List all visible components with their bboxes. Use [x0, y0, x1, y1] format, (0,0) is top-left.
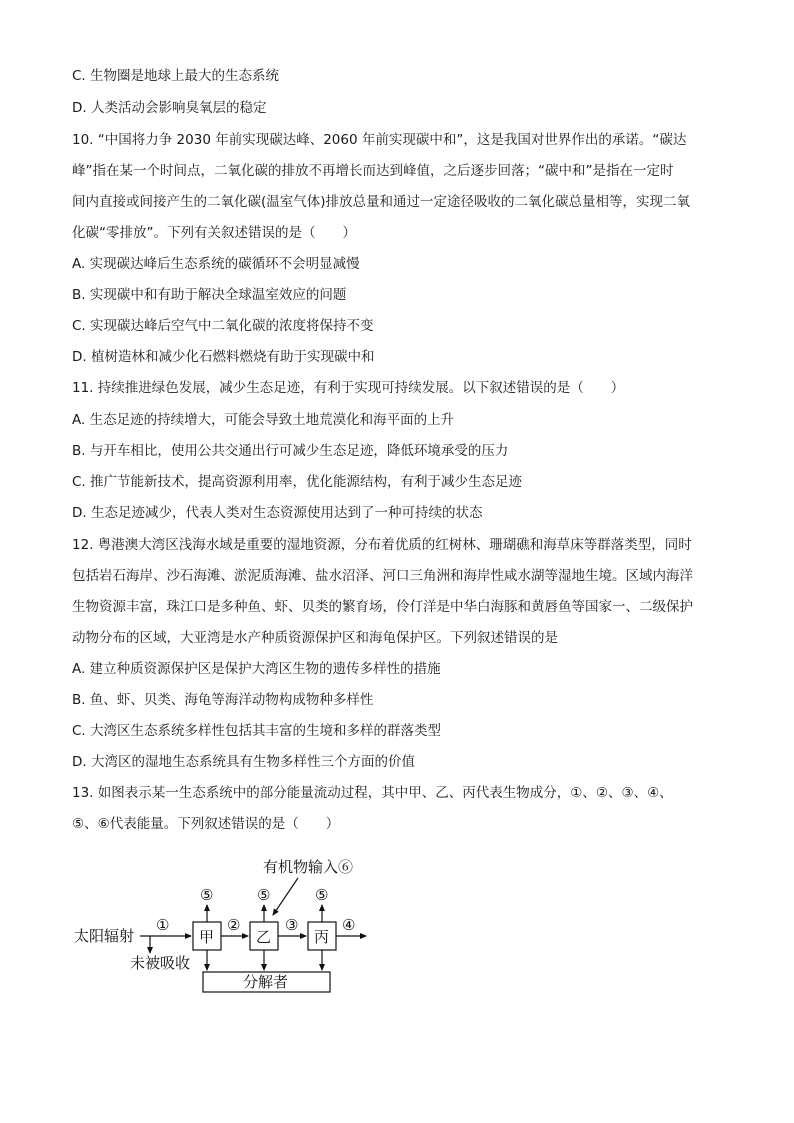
flow-label-4: ④ [342, 916, 356, 934]
question-9-option-d: D. 人类活动会影响臭氧层的稳定 [72, 100, 267, 116]
question-13-stem-line-1: 13. 如图表示某一生态系统中的部分能量流动过程，其中甲、乙、丙代表生物成分，①、②、③、④、 [72, 785, 673, 801]
question-11-option-c: C. 推广节能新技术，提高资源利用率，优化能源结构，有利于减少生态足迹 [72, 474, 523, 490]
question-12-option-a: A. 建立种质资源保护区是保护大湾区生物的遗传多样性的措施 [72, 661, 441, 677]
flow-label-3: ③ [285, 916, 299, 934]
flow-label-2: ② [227, 916, 241, 934]
question-10-stem-line-4: 化碳“零排放”。下列有关叙述错误的是（ ） [72, 225, 356, 241]
question-10-stem-line-3: 间内直接或间接产生的二氧化碳(温室气体)排放总量和通过一定途径吸收的二氧化碳总量相等，实现二氧 [72, 194, 691, 210]
node-label-bing: 丙 [314, 928, 330, 946]
question-10-option-c: C. 实现碳达峰后空气中二氧化碳的浓度将保持不变 [72, 318, 374, 334]
question-12-option-d: D. 大湾区的湿地生态系统具有生物多样性三个方面的价值 [72, 754, 415, 770]
loss-label-jia: ⑤ [200, 886, 214, 904]
question-10-stem-line-2: 峰”指在某一个时间点，二氧化碳的排放不再增长而达到峰值，之后逐步回落；“碳中和”是指在一定时 [72, 163, 674, 179]
question-12-stem-line-4: 动物分布的区域，大亚湾是水产种质资源保护区和海龟保护区。下列叙述错误的是 [72, 630, 558, 646]
flow-label-1: ① [156, 916, 170, 934]
question-13-stem-line-2: ⑤、⑥代表能量。下列叙述错误的是（ ） [72, 816, 340, 832]
loss-label-yi: ⑤ [257, 886, 271, 904]
question-11-option-b: B. 与开车相比，使用公共交通出行可减少生态足迹，降低环境承受的压力 [72, 443, 509, 459]
question-10-option-a: A. 实现碳达峰后生态系统的碳循环不会明显减慢 [72, 256, 360, 272]
question-10-option-b: B. 实现碳中和有助于解决全球温室效应的问题 [72, 287, 347, 303]
question-12-option-c: C. 大湾区生态系统多样性包括其丰富的生境和多样的群落类型 [72, 723, 442, 739]
question-9-option-c: C. 生物圈是地球上最大的生态系统 [72, 68, 280, 84]
decomposer-label: 分解者 [243, 973, 289, 991]
question-12-option-b: B. 鱼、虾、贝类、海龟等海洋动物构成物种多样性 [72, 692, 374, 708]
question-10-stem-line-1: 10. “中国将力争 2030 年前实现碳达峰、2060 年前实现碳中和”，这是我国对世界作出的承诺。“碳达 [72, 132, 687, 148]
question-12-stem-line-1: 12. 粤港澳大湾区浅海水域是重要的湿地资源，分布着优质的红树林、珊瑚礁和海草床等群落类型，同时 [72, 537, 692, 553]
question-12-stem-line-3: 生物资源丰富，珠江口是多种鱼、虾、贝类的繁育场，伶仃洋是中华白海豚和黄唇鱼等国家一、二级保护 [72, 599, 693, 615]
organic-input-arrow [273, 878, 298, 915]
energy-flow-diagram [70, 850, 390, 1000]
unabsorbed-label: 未被吸收 [130, 954, 191, 972]
question-11-option-d: D. 生态足迹减少，代表人类对生态资源使用达到了一种可持续的状态 [72, 505, 483, 521]
node-label-jia: 甲 [199, 928, 215, 946]
loss-label-bing: ⑤ [315, 886, 329, 904]
node-label-yi: 乙 [256, 928, 272, 946]
question-10-option-d: D. 植树造林和减少化石燃料燃烧有助于实现碳中和 [72, 349, 375, 365]
question-11-option-a: A. 生态足迹的持续增大，可能会导致土地荒漠化和海平面的上升 [72, 412, 455, 428]
sun-radiation-label: 太阳辐射 [74, 927, 135, 945]
question-12-stem-line-2: 包括岩石海岸、沙石海滩、淤泥质海滩、盐水沼泽、河口三角洲和海岸性咸水湖等湿地生境。区域内海洋 [72, 568, 693, 584]
organic-input-label: 有机物输入⑥ [263, 858, 354, 876]
question-11-stem: 11. 持续推进绿色发展，减少生态足迹，有利于实现可持续发展。以下叙述错误的是（ ） [72, 380, 625, 396]
